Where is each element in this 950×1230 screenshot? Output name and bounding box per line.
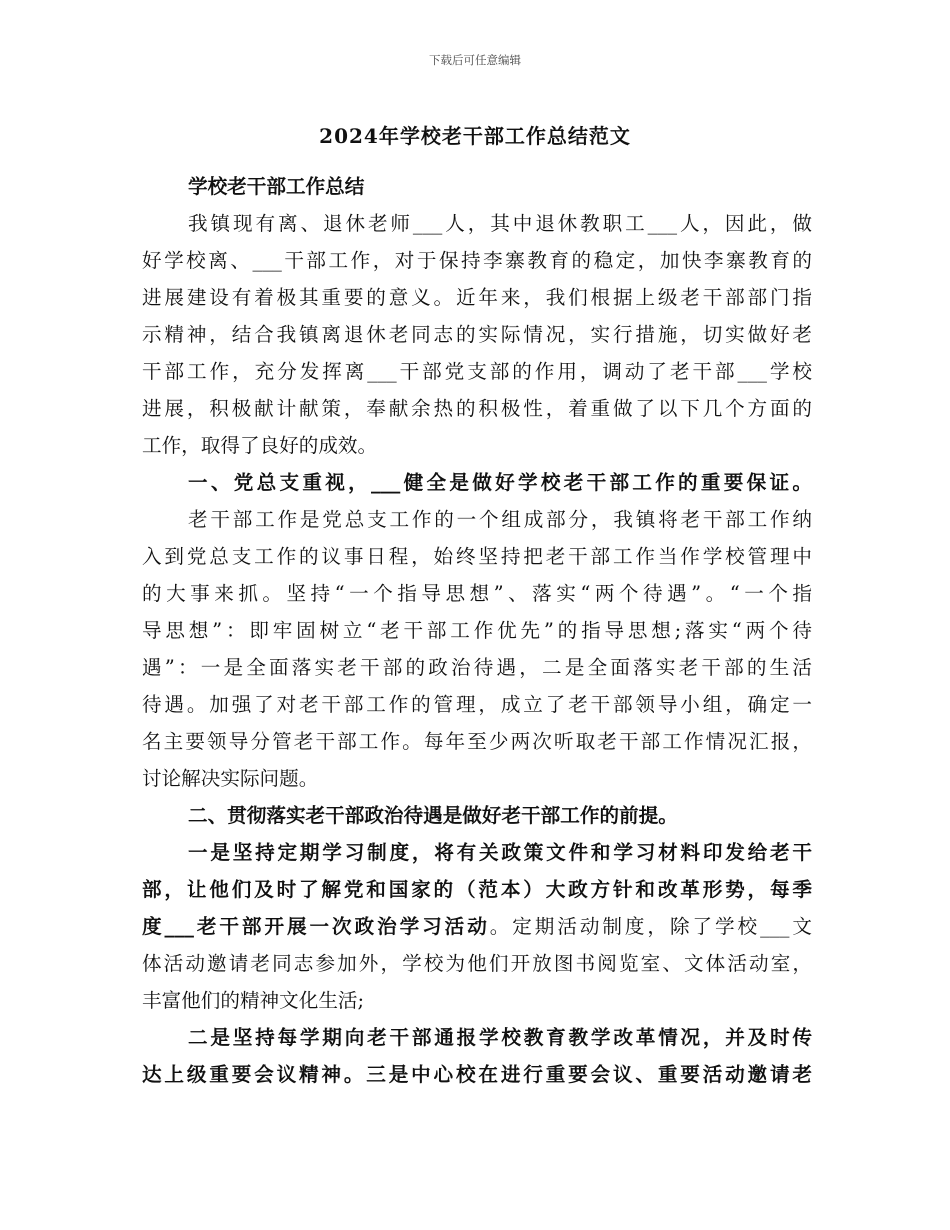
page-header: 下载后可任意编辑 — [429, 53, 521, 67]
paragraph-line: 干部工作，充分发挥离___干部党支部的作用，调动了老干部___学校 — [142, 360, 812, 383]
paragraph-line: 讨论解决实际问题。 — [142, 767, 319, 790]
document-title: 2024年学校老干部工作总结范文 — [319, 124, 631, 148]
paragraph-line: 我镇现有离、退休老师___人，其中退休教职工___人，因此，做 — [188, 212, 812, 235]
section-subtitle: 学校老干部工作总结 — [188, 175, 365, 198]
paragraph-line: 老干部工作是党总支工作的一个组成部分，我镇将老干部工作纳 — [188, 508, 812, 531]
section-heading-2: 二、贯彻落实老干部政治待遇是做好老干部工作的前提。 — [188, 804, 678, 827]
paragraph-line: 导思想”：即牢固树立“老干部工作优先”的指导思想;落实“两个待 — [142, 619, 812, 642]
paragraph-line: 示精神，结合我镇离退休老同志的实际情况，实行措施，切实做好老 — [142, 323, 812, 346]
plain-text: 。定期活动制度，除了学校___文 — [489, 915, 813, 938]
paragraph-line: 进展建设有着极其重要的意义。近年来，我们根据上级老干部部门指 — [142, 286, 812, 309]
paragraph-line: 名主要领导分管老干部工作。每年至少两次听取老干部工作情况汇报， — [142, 730, 812, 753]
paragraph-line: 的大事来抓。坚持“一个指导思想”、落实“两个待遇”。“一个指 — [142, 582, 812, 605]
paragraph-line: 工作，取得了良好的成效。 — [142, 434, 378, 457]
paragraph-line: 进展，积极献计献策，奉献余热的积极性，着重做了以下几个方面的 — [142, 397, 812, 420]
paragraph-line-mixed — [142, 912, 812, 942]
paragraph-line: 一是坚持定期学习制度，将有关政策文件和学习材料印发给老干 — [188, 841, 812, 864]
paragraph-line: 达上级重要会议精神。三是中心校在进行重要会议、重要活动邀请老 — [142, 1063, 812, 1086]
paragraph-line: 二是坚持每学期向老干部通报学校教育教学改革情况，并及时传 — [188, 1026, 812, 1049]
emphasized-text: 度___老干部开展一次政治学习活动 — [142, 915, 490, 938]
paragraph-line: 体活动邀请老同志参加外，学校为他们开放图书阅览室、文体活动室， — [142, 952, 812, 975]
paragraph-line: 好学校离、___干部工作，对于保持李寨教育的稳定，加快李寨教育的 — [142, 249, 812, 272]
paragraph-line: 待遇。加强了对老干部工作的管理，成立了老干部领导小组，确定一 — [142, 693, 812, 716]
paragraph-line: 遇”：一是全面落实老干部的政治待遇，二是全面落实老干部的生活 — [142, 656, 812, 679]
paragraph-line: 部，让他们及时了解党和国家的（范本）大政方针和改革形势，每季 — [142, 878, 812, 901]
paragraph-line: 入到党总支工作的议事日程，始终坚持把老干部工作当作学校管理中 — [142, 545, 812, 568]
paragraph-line: 丰富他们的精神文化生活; — [142, 989, 365, 1012]
section-heading-1: 一、党总支重视，___健全是做好学校老干部工作的重要保证。 — [188, 471, 812, 494]
